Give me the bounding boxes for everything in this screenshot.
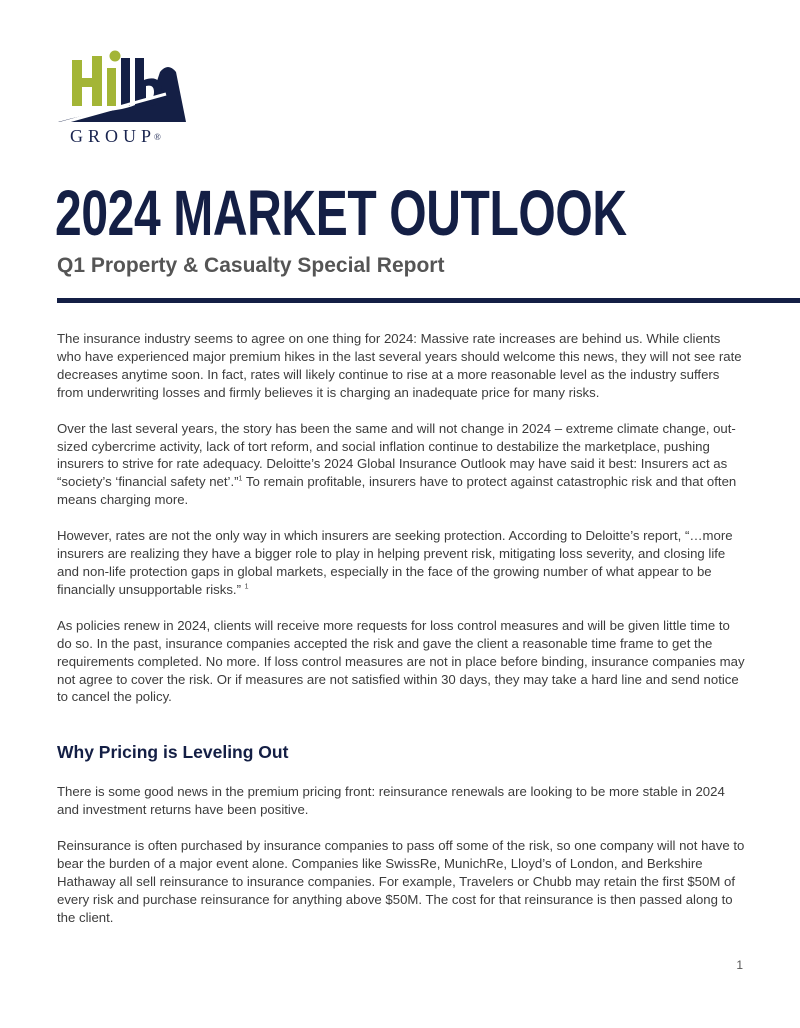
paragraph-rates-intro: The insurance industry seems to agree on one thing for 2024: Massive rate increases are behind us. While clients who have experienced major premium hikes in the last several years should welcome this news, they will not see rate decreases anytime soon. In fact, rates will likely continue to rise at a more reasonable level as the industry suffers from underwriting losses and firmly believes it is charging an inadequate price for many risks. — [57, 331, 742, 400]
section-heading: Why Pricing is Leveling Out — [57, 742, 289, 763]
paragraph-text: Over the last several years, the story has been the same and will not change in 2024 – extreme climate change, out-sized cybercrime activity, lack of tort reform, and social inflation continue to destabilize the marketplace, pushing insurers to strive for rate adequacy. Deloitte’s 2024 Global Insurance Outlook may have said it best: Insurers act as “society’s ‘financial safety net’.” — [57, 420, 736, 490]
page-title: 2024 MARKET OUTLOOK — [55, 177, 627, 249]
paragraph-loss-control: As policies renew in 2024, clients will receive more requests for loss control measures and will be given little time to do so. In the past, insurance companies accepted the risk and gave the client a reasonable time frame to get the requirements completed. No more. If loss control measures are not in place before binding, insurance companies may not agree to cover the risk. Or if measures are not satisfied within 30 days, they may take a hard line and send notice to cancel the policy. — [57, 617, 745, 705]
title-divider — [57, 298, 800, 303]
paragraph-text: However, rates are not the only way in which insurers are seeking protection. According to Deloitte’s report, “…more insurers are realizing they have a bigger role to play in helping prevent risk, mitigating loss severity, and closing life and non-life protection gaps in global markets, especially in the face of the growing number of what appear to be financially unsupportable risks.” — [57, 528, 733, 597]
paragraph-reinsurance: Reinsurance is often purchased by insurance companies to pass off some of the risk, so one company will not have to bear the burden of a major event alone. Companies like SwissRe, MunichRe, Lloyd’s of London, and Berkshire Hathaway all sell reinsurance to insurance companies. For example, Travelers or Chubb may retain the first $50M of every risk and purchase reinsurance for anything above $50M. The cost for that reinsurance is then passed along to the client. — [57, 838, 745, 925]
footnote-ref: 1 — [238, 475, 243, 483]
registered-mark: ® — [154, 132, 161, 142]
page-subtitle: Q1 Property & Casualty Special Report — [57, 254, 445, 277]
hilb-group-logo — [56, 50, 191, 150]
paragraph-story-same — [57, 420, 747, 510]
page-number: 1 — [736, 958, 743, 972]
paragraph-text: To remain profitable, insurers have to protect against catastrophic risk and that often means charging more. — [57, 474, 737, 508]
paragraph-good-news: There is some good news in the premium pricing front: reinsurance renewals are looking to be more stable in 2024 and investment returns have been positive. — [57, 784, 725, 818]
hilb-logo-mark — [56, 50, 191, 125]
logo-group-label: GROUP® — [70, 126, 161, 146]
paragraph-protection — [57, 527, 747, 599]
article-body — [57, 330, 747, 945]
footnote-ref: 1 — [244, 583, 249, 591]
